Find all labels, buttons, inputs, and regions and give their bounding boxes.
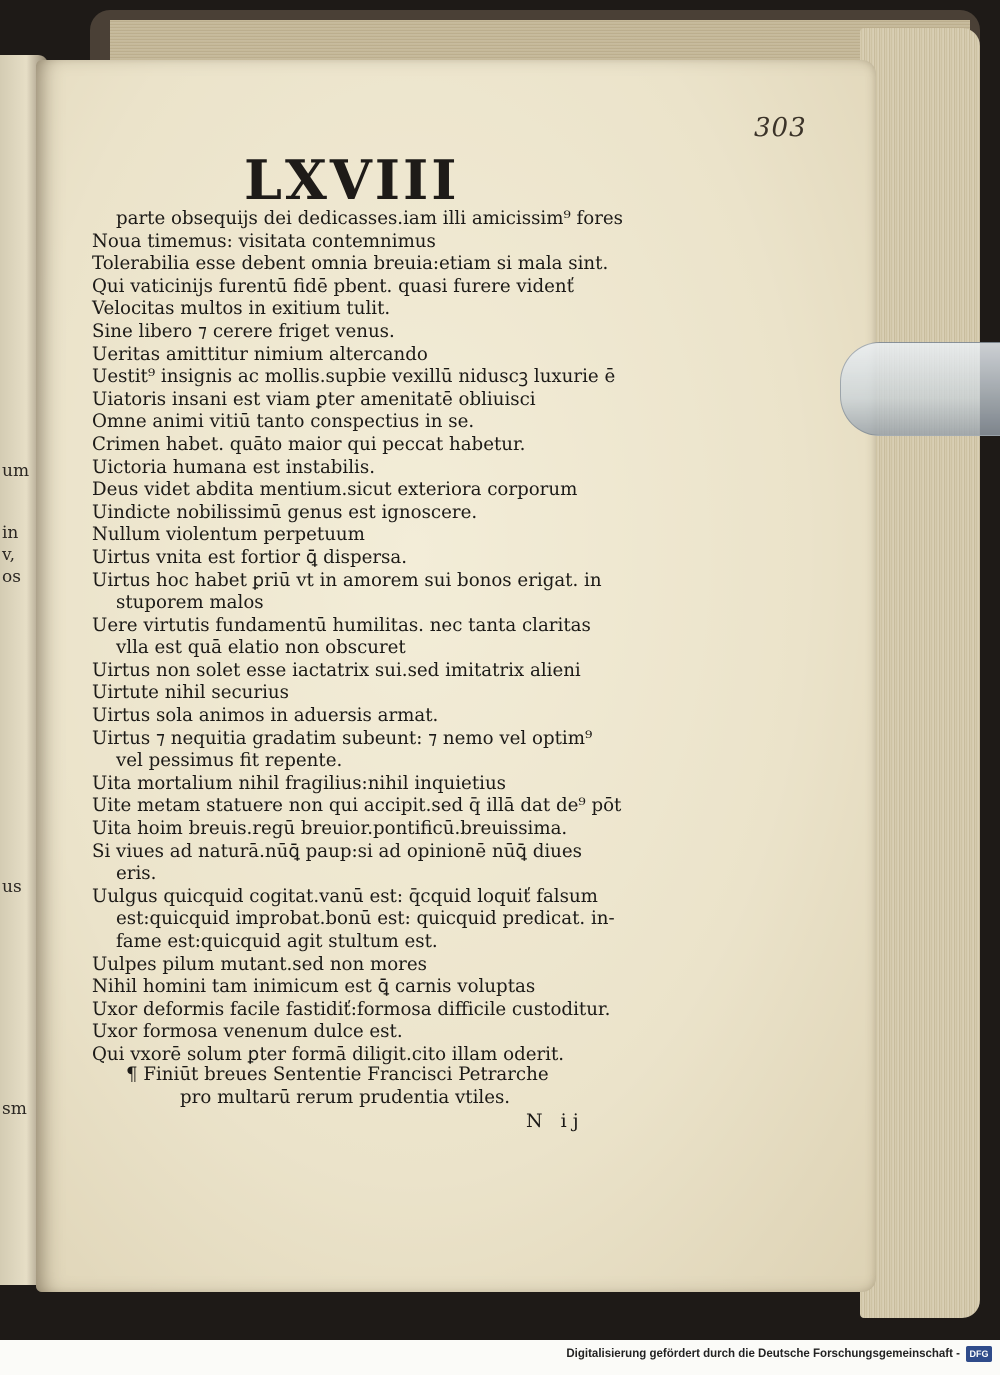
text-line: Uirtus hoc habet ꝑriū vt in amorem sui bonos erigat. in: [92, 569, 602, 591]
facing-page-fragment: v,: [2, 545, 15, 565]
page-heading: LXVIII: [244, 148, 460, 212]
text-line: Uere virtutis fundamentū humilitas. nec tanta claritas: [92, 614, 591, 636]
text-line: Noua timemus: visitata contemnimus: [92, 230, 436, 252]
text-line: Uulpes pilum mutant.sed non mores: [92, 953, 427, 975]
text-line: Uirtute nihil securius: [92, 682, 289, 704]
text-line: Nullum violentum perpetuum: [92, 524, 365, 546]
dfg-logo: DFG: [966, 1346, 992, 1362]
text-line: Uindicte nobilissimū genus est ignoscere.: [92, 501, 478, 523]
text-line: Uita mortalium nihil fragilius:nihil inquietius: [92, 772, 506, 794]
colophon-line: pro multarū rerum prudentia vtiles.: [180, 1087, 511, 1108]
facing-page-fragment: in: [2, 523, 19, 543]
text-line: vlla est quā elatio non obscuret: [116, 637, 406, 659]
text-line: Qui vaticinijs furentū fidē pbent. quasi furere videnť: [92, 275, 574, 297]
text-line: Uictoria humana est instabilis.: [92, 456, 375, 478]
sententiae-text: [92, 208, 692, 1067]
text-line: Uita hoim breuis.regū breuior.pontificū.breuissima.: [92, 818, 568, 840]
facing-page-fragment: sm: [2, 1099, 27, 1119]
text-line: Uite metam statuere non qui accipit.sed q̄ illā dat de⁹ pōt: [92, 795, 622, 817]
colophon: [126, 1063, 549, 1109]
text-line: Ueritas amittitur nimium altercando: [92, 343, 428, 365]
facing-page-fragment: um: [2, 461, 30, 481]
page-fore-edge: [860, 28, 980, 1318]
text-line: Uxor formosa venenum dulce est.: [92, 1021, 403, 1043]
text-line: parte obsequijs dei dedicasses.iam illi amicissim⁹ fores: [116, 208, 624, 229]
text-line: est:quicquid improbat.bonū est: quicquid predicat. in-: [116, 908, 615, 930]
folio-number: 303: [754, 113, 807, 143]
facing-page-fragment: os: [2, 567, 21, 587]
text-line: vel pessimus fit repente.: [116, 750, 343, 772]
text-line: Sine libero ⁊ cerere friget venus.: [92, 320, 395, 342]
text-line: Uirtus non solet esse iactatrix sui.sed imitatrix alieni: [92, 659, 581, 681]
footer-credit: Digitalisierung gefördert durch die Deutsche Forschungsgemeinschaft -: [566, 1348, 960, 1360]
text-line: Velocitas multos in exitium tulit.: [92, 298, 391, 320]
signature-mark: N ij: [526, 1110, 585, 1132]
text-line: fame est:quicquid agit stultum est.: [116, 931, 438, 952]
facing-page-fragment: us: [2, 877, 22, 897]
text-line: Tolerabilia esse debent omnia breuia:etiam si mala sint.: [92, 253, 609, 275]
text-line: Uiatoris insani est viam ꝑter amenitatē obliuisci: [92, 388, 536, 410]
text-line: eris.: [116, 863, 157, 885]
text-line: Crimen habet. quāto maior qui peccat habetur.: [92, 433, 526, 455]
text-line: Si viues ad naturā.nūꝗ̄ paup:si ad opinionē nūꝗ̄ diues: [92, 840, 582, 862]
text-line: Omne animi vitiū tanto conspectius in se.: [92, 411, 475, 433]
recto-page: [36, 60, 876, 1292]
page-clip: [840, 342, 1000, 436]
text-line: stuporem malos: [116, 592, 264, 614]
page-block-top: [110, 20, 970, 60]
footer-bar: [0, 1340, 1000, 1375]
text-line: Deus videt abdita mentium.sicut exteriora corporum: [92, 479, 578, 501]
text-line: Uirtus sola animos in aduersis armat.: [92, 705, 439, 727]
text-line: Uestit⁹ insignis ac mollis.supbie vexillū niduscꝫ luxurie ē: [92, 366, 616, 388]
text-line: Uirtus ⁊ nequitia gradatim subeunt: ⁊ nemo vel optim⁹: [92, 727, 593, 749]
colophon-line: ¶ Finiūt breues Sententie Francisci Petrarche: [126, 1064, 549, 1085]
text-line: Uirtus vnita est fortior ꝗ̄ dispersa.: [92, 546, 408, 568]
text-line: Qui vxorē solum ꝑter formā diligit.cito illam oderit.: [92, 1043, 565, 1065]
text-line: Uulgus quicquid cogitat.vanū est: q̄cquid loquiť falsum: [92, 885, 598, 907]
text-line: Uxor deformis facile fastidiť:formosa difficile custoditur.: [92, 998, 611, 1020]
text-line: Nihil homini tam inimicum est ꝗ̄ carnis voluptas: [92, 976, 536, 998]
